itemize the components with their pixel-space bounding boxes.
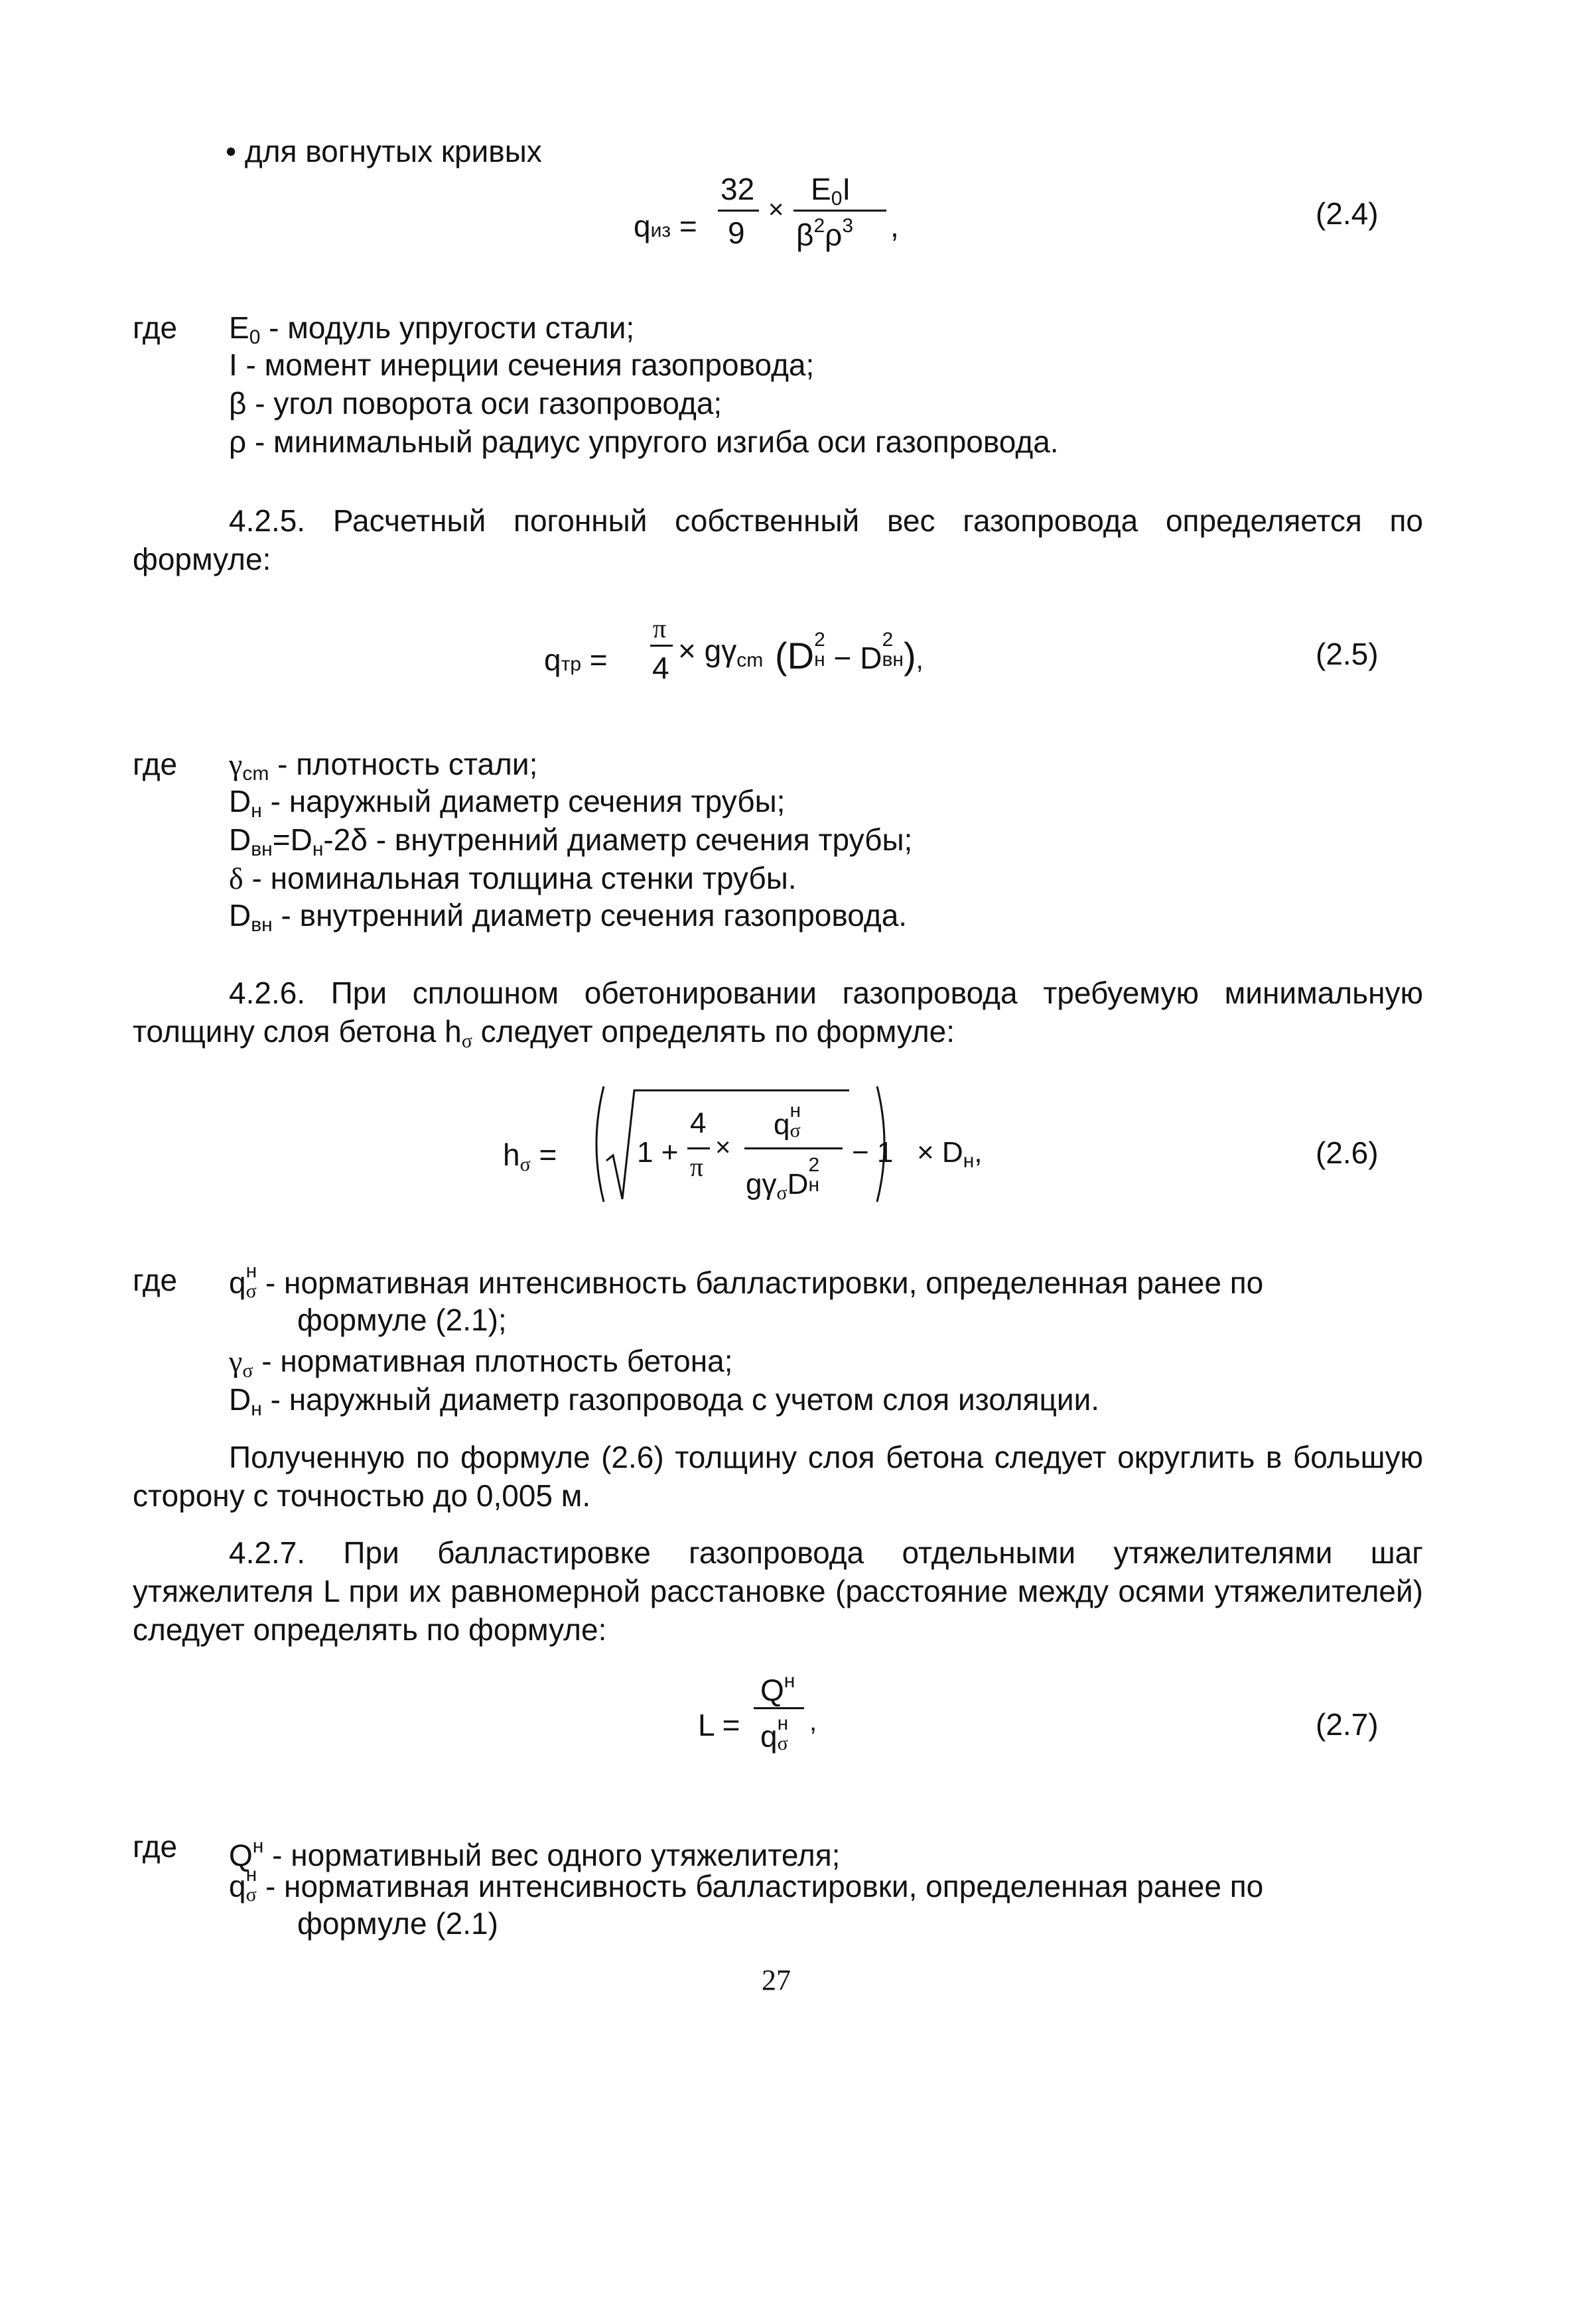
paragraph-4-2-6: 4.2.6. При сплошном обетонировании газопровода требуемую минимальную толщину слоя бетона $h_\sigma$ следует определять по формуле: (133, 976, 1423, 1052)
formula-2-5-paren: (D 2 н − D 2 вн ), (775, 629, 924, 677)
bullet-line: • для вогнутых кривых (226, 134, 542, 168)
equation-number-2-4: (2.4) (1316, 196, 1379, 231)
formula-2-7-lhs: L = (698, 1708, 740, 1742)
definition-dvn-formula: $D_{вн}=D_н-2\delta$ - внутренний диаметр сечения трубы; (229, 822, 913, 860)
formula-2-6-pi: π (690, 1152, 704, 1182)
definition-q-sigma-n: q н σ - нормативная интенсивность балластировки, определенная ранее по (229, 1260, 1264, 1302)
equation-number-2-5: (2.5) (1316, 637, 1379, 671)
where-label: где (133, 747, 178, 781)
formula-2-5-lhs: qтр = (544, 643, 608, 677)
fraction-bar (744, 1147, 843, 1149)
formula-2-6-times-d: × Dн, (917, 1136, 983, 1172)
definition-q-sigma-n-2: q н σ - нормативная интенсивность балластировки, определенная ранее по (229, 1864, 1264, 1905)
definition-gamma-cm: $\gamma_{cm}$ - плотность стали; (229, 747, 538, 785)
definition-beta: β - угол поворота оси газопровода; (229, 386, 722, 420)
definition-q-sigma-n-2-continuation: формуле (2.1) (297, 1906, 498, 1941)
formula-2-6-lhs: hσ = (503, 1137, 557, 1175)
fraction-bar (718, 210, 759, 212)
formula-2-6-one-plus: 1 + (637, 1136, 679, 1169)
definition-delta: δ - номинальная толщина стенки трубы. (229, 861, 797, 895)
formula-2-4-lhs: qиз = (634, 209, 697, 243)
times-sign: × (768, 195, 784, 224)
page-number: 27 (762, 1964, 791, 1996)
formula-2-4-frac1-den: 9 (728, 216, 745, 250)
where-label: где (133, 1263, 178, 1297)
paragraph-4-2-7: 4.2.7. При балластировке газопровода отдельными утяжелителями шаг утяжелителя L при их равномерной расстановке (расстояние между осями утяжелителей) следует определять по формуле: (133, 1535, 1423, 1647)
formula-2-7-den: q н σ (760, 1712, 789, 1754)
definition-dn-insulation: $D_н$ - наружный диаметр газопровода с учетом слоя изоляции. (229, 1382, 1100, 1420)
definition-rho: ρ - минимальный радиус упругого изгиба оси газопровода. (229, 424, 1059, 459)
formula-2-5-four: 4 (652, 651, 669, 685)
equation-number-2-7: (2.7) (1316, 1707, 1379, 1742)
paragraph-rounding: Полученную по формуле (2.6) толщину слоя бетона следует округлить в большую сторону с точностью до 0,005 м. (133, 1440, 1423, 1513)
fraction-bar (754, 1707, 804, 1709)
formula-2-6-num: q н σ (774, 1100, 801, 1141)
formula-2-4-frac2-num: E0I (811, 172, 851, 210)
definition-dn: $D_н$ - наружный диаметр сечения трубы; (229, 784, 786, 822)
fraction-bar (650, 645, 673, 647)
definition-dvn: $D_{вн}$ - внутренний диаметр сечения газопровода. (229, 898, 908, 936)
fraction-bar (687, 1147, 710, 1149)
where-label: где (133, 310, 178, 345)
equation-number-2-6: (2.6) (1316, 1135, 1379, 1170)
definition-e0: $E_0$ - модуль упругости стали; (229, 310, 635, 348)
formula-2-6-den: gγσD 2 н (746, 1154, 820, 1204)
paragraph-4-2-5: 4.2.5. Расчетный погонный собственный вес газопровода определяется по формуле: (133, 503, 1423, 576)
fraction-bar (793, 210, 886, 212)
formula-2-6-minus-one: − 1 (852, 1136, 894, 1169)
definition-q-n: $Q^н$ - нормативный вес одного утяжелителя; (229, 1835, 841, 1872)
where-label: где (133, 1829, 178, 1864)
formula-2-4-frac2-den: $\beta^2\rho^3$ (796, 215, 854, 252)
formula-2-5-pi: π (653, 613, 667, 643)
formula-2-5-body: × gγcm (678, 633, 764, 671)
definition-i: I - момент инерции сечения газопровода; (229, 348, 815, 382)
formula-2-6-four: 4 (690, 1107, 707, 1139)
comma: , (809, 1707, 817, 1736)
times-sign: × (715, 1133, 731, 1162)
definition-q-sigma-n-continuation: формуле (2.1); (297, 1303, 507, 1337)
formula-2-7-num: $Q^н$ (760, 1670, 795, 1707)
formula-2-4-frac1-num: 32 (721, 172, 755, 206)
definition-gamma-sigma: $\gamma_\sigma$ - нормативная плотность бетона; (229, 1344, 733, 1382)
comma: , (890, 209, 899, 243)
